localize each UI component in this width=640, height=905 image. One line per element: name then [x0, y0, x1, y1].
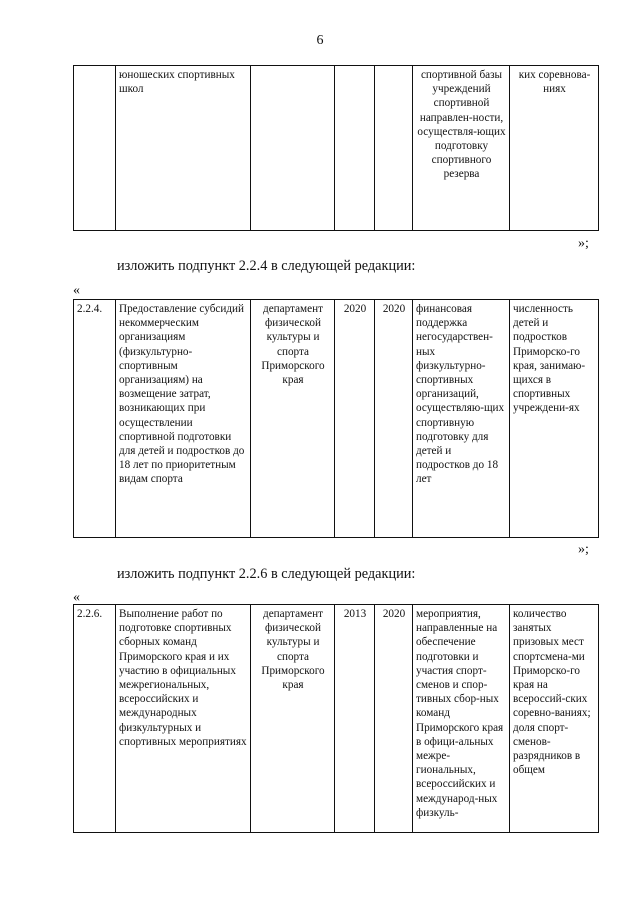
cell-executor: департамент физической культуры и спорта Приморского края: [251, 605, 335, 833]
cell-start: 2013: [335, 605, 375, 833]
cell-result: мероприятия, направленные на обеспечение подготовки и участия спорт-сменов и спор-тивных сбор-ных команд Приморского края в офици-альных межре-гиональных, всероссийских и международ-ных физкуль-: [413, 605, 510, 833]
open-quote: «: [73, 590, 80, 605]
cell-indicator: ких соревнова-ниях: [510, 66, 599, 231]
cell-indicator: количество занятых призовых мест спортсмена-ми Приморско-го края на всероссий-ских соревно-ваниях; доля спорт-сменов-разрядников в общем: [510, 605, 599, 833]
cell-num: 2.2.4.: [74, 300, 116, 538]
instruction-text: изложить подпункт 2.2.4 в следующей редакции:: [117, 258, 416, 274]
cell-num: 2.2.6.: [74, 605, 116, 833]
cell-end: [375, 66, 413, 231]
cell-end: 2020: [375, 300, 413, 538]
close-quote: »;: [578, 236, 589, 251]
table-continuation: [73, 65, 599, 231]
close-quote: »;: [578, 542, 589, 557]
cell-start: [335, 66, 375, 231]
open-quote: «: [73, 283, 80, 298]
table-row-2-2-4: [73, 299, 599, 538]
cell-start: 2020: [335, 300, 375, 538]
table-row: [74, 66, 599, 231]
page-number: 6: [316, 33, 324, 48]
cell-name: юношеских спортивных школ: [116, 66, 251, 231]
cell-executor: департамент физической культуры и спорта Приморского края: [251, 300, 335, 538]
table-row: [74, 605, 599, 833]
instruction-text: изложить подпункт 2.2.6 в следующей редакции:: [117, 566, 416, 582]
table-row: [74, 300, 599, 538]
cell-num: [74, 66, 116, 231]
cell-indicator: численность детей и подростков Приморско-го края, занимаю-щихся в спортивных учреждени-ях: [510, 300, 599, 538]
cell-result: финансовая поддержка негосударствен-ных физкультурно-спортивных организаций, осуществляю-щих спортивную подготовку для детей и подростков до 18 лет: [413, 300, 510, 538]
cell-result: спортивной базы учреждений спортивной направлен-ности, осуществля-ющих подготовку спортивного резерва: [413, 66, 510, 231]
cell-executor: [251, 66, 335, 231]
cell-end: 2020: [375, 605, 413, 833]
cell-name: Предоставление субсидий некоммерческим организациям (физкультурно-спортивным организациям) на возмещение затрат, возникающих при осуществлении спортивной подготовки для детей и подростков до 18 лет по приоритетным видам спорта: [116, 300, 251, 538]
table-row-2-2-6: [73, 604, 599, 833]
cell-name: Выполнение работ по подготовке спортивных сборных команд Приморского края и их участию в официальных межрегиональных, всероссийских и международных физкультурных и спортивных мероприятиях: [116, 605, 251, 833]
